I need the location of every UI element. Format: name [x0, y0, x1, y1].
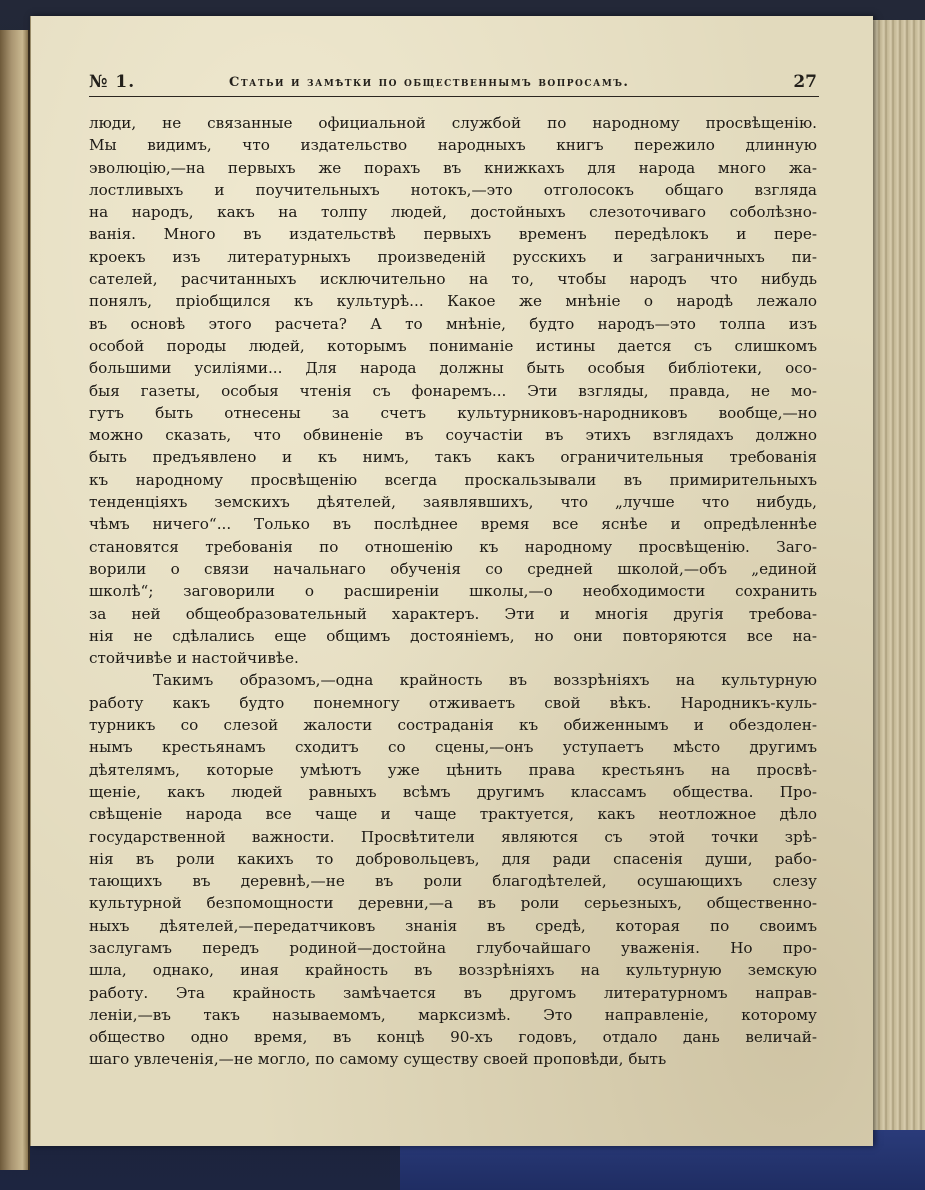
text-line: культурной безпомощности деревни,—а въ роли серьезныхъ, общественно-: [89, 894, 817, 913]
text-line: становятся требованія по отношенію къ народному просвѣщенію. Заго-: [89, 537, 817, 556]
text-line: нія въ роли какихъ то добровольцевъ, для ради спасенія души, рабо-: [89, 849, 817, 868]
page-number: 27: [793, 72, 817, 92]
text-line: леніи,—въ такъ называемомъ, марксизмѣ. Это направленіе, которому: [89, 1005, 817, 1024]
book-page: [30, 16, 873, 1146]
text-line: ныхъ дѣятелей,—передатчиковъ знанія въ средѣ, которая по своимъ: [89, 916, 817, 935]
text-line: понялъ, пріобщился къ культурѣ... Какое же мнѣніе о народѣ лежало: [89, 292, 817, 311]
text-line: быя газеты, особыя чтенія съ фонаремъ... Эти взгляды, правда, не мо-: [89, 381, 817, 400]
text-line: ванія. Много въ издательствѣ первыхъ временъ передѣлокъ и пере-: [89, 225, 817, 244]
text-line: турникъ со слезой жалости состраданія къ обиженнымъ и обездолен-: [89, 716, 817, 735]
page-header: [89, 72, 819, 97]
text-line: школѣ“; заговорили о расширеніи школы,—о необходимости сохранить: [89, 582, 817, 601]
text-line: нымъ крестьянамъ сходитъ со сцены,—онъ уступаетъ мѣсто другимъ: [89, 738, 817, 757]
running-title: Статьи и замѣтки по общественнымъ вопросамъ.: [229, 75, 630, 90]
text-line: на народъ, какъ на толпу людей, достойныхъ слезоточиваго соболѣзно-: [89, 203, 817, 222]
text-line: за ней общеобразовательный характеръ. Эти и многія другія требова-: [89, 604, 817, 623]
page-stack-edge: [866, 20, 925, 1175]
paragraph: [89, 669, 817, 1070]
text-line: Такимъ образомъ,—одна крайность въ воззрѣніяхъ на культурную: [153, 671, 817, 690]
text-line: можно сказать, что обвиненіе въ соучастіи въ этихъ взглядахъ должно: [89, 426, 817, 445]
text-line: свѣщеніе народа все чаще и чаще трактуется, какъ неотложное дѣло: [89, 805, 817, 824]
text-line: государственной важности. Просвѣтители являются съ этой точки зрѣ-: [89, 827, 817, 846]
text-line: въ основѣ этого расчета? А то мнѣніе, будто народъ—это толпа изъ: [89, 314, 817, 333]
text-line: ворили о связи начальнаго обученія со средней школой,—объ „единой: [89, 559, 817, 578]
text-line: чѣмъ ничего“... Только въ послѣднее время все яснѣе и опредѣленнѣе: [89, 515, 817, 534]
text-line: эволюцію,—на первыхъ же порахъ въ книжкахъ для народа много жа-: [89, 158, 817, 177]
text-line: нія не сдѣлались еще общимъ достояніемъ, но они повторяются все на-: [89, 626, 817, 645]
issue-number: № 1.: [89, 72, 136, 92]
text-line: къ народному просвѣщенію всегда проскальзывали въ примирительныхъ: [89, 470, 817, 489]
text-line: работу какъ будто понемногу отживаетъ свой вѣкъ. Народникъ-куль-: [89, 693, 817, 712]
text-line: сателей, расчитанныхъ исключительно на то, чтобы народъ что нибудь: [89, 270, 817, 289]
left-page-edge: [0, 30, 30, 1170]
text-line: дѣятелямъ, которые умѣютъ уже цѣнить права крестьянъ на просвѣ-: [89, 760, 817, 779]
text-line: общество одно время, въ концѣ 90-хъ годовъ, отдало дань величай-: [89, 1028, 817, 1047]
paragraph: [89, 112, 817, 669]
text-line: шла, однако, иная крайность въ воззрѣніяхъ на культурную земскую: [89, 961, 817, 980]
text-line: гутъ быть отнесены за счетъ культурниковъ-народниковъ вообще,—но: [89, 403, 817, 422]
text-line: лостливыхъ и поучительныхъ нотокъ,—это отголосокъ общаго взгляда: [89, 180, 817, 199]
text-line: кроекъ изъ литературныхъ произведеній русскихъ и заграничныхъ пи-: [89, 247, 817, 266]
body-text: [89, 112, 817, 1071]
text-line: особой породы людей, которымъ пониманіе истины дается съ слишкомъ: [89, 336, 817, 355]
text-line: щеніе, какъ людей равныхъ всѣмъ другимъ классамъ общества. Про-: [89, 782, 817, 801]
text-line: шаго увлеченія,—не могло, по самому существу своей проповѣди, быть: [89, 1050, 667, 1069]
text-line: быть предъявлено и къ нимъ, такъ какъ ограничительныя требованія: [89, 448, 817, 467]
text-line: большими усиліями... Для народа должны быть особыя библіотеки, осо-: [89, 359, 817, 378]
text-line: тенденціяхъ земскихъ дѣятелей, заявлявшихъ, что „лучше что нибудь,: [89, 493, 817, 512]
text-line: заслугамъ передъ родиной—достойна глубочайшаго уваженія. Но про-: [89, 938, 817, 957]
text-line: люди, не связанные официальной службой по народному просвѣщенію.: [89, 114, 817, 132]
text-line: тающихъ въ деревнѣ,—не въ роли благодѣтелей, осушающихъ слезу: [89, 872, 817, 891]
text-line: работу. Эта крайность замѣчается въ другомъ литературномъ направ-: [89, 983, 817, 1002]
text-line: стойчивѣе и настойчивѣе.: [89, 649, 299, 668]
text-line: Мы видимъ, что издательство народныхъ книгъ пережило длинную: [89, 136, 817, 155]
